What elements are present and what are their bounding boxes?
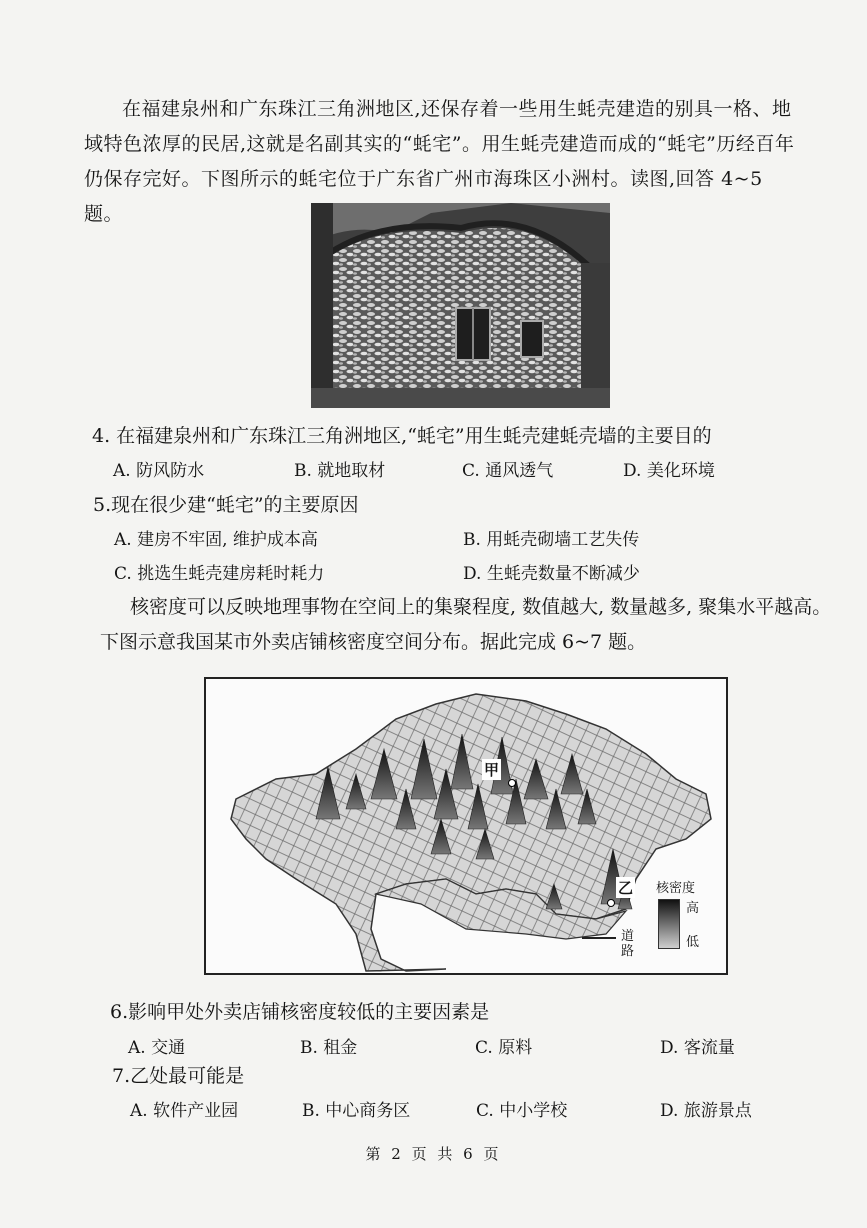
q6-option-c[interactable]: C. 原料 bbox=[475, 1038, 533, 1058]
question-6-stem: 6.影响甲处外卖店铺核密度较低的主要因素是 bbox=[110, 1001, 490, 1023]
question-5-stem: 5.现在很少建“蚝宅”的主要原因 bbox=[93, 494, 359, 516]
q5-option-b[interactable]: B. 用蚝壳砌墙工艺失传 bbox=[463, 530, 640, 550]
question-7-stem: 7.乙处最可能是 bbox=[112, 1065, 245, 1087]
legend-low-label: 低 bbox=[686, 935, 700, 950]
map-label-jia: 甲 bbox=[484, 761, 500, 779]
map-point-jia bbox=[508, 779, 516, 787]
q6-option-a[interactable]: A. 交通 bbox=[128, 1038, 186, 1058]
legend-gradient-bar bbox=[658, 899, 680, 949]
intro-passage-kernel-density-2: 下图示意我国某市外卖店铺核密度空间分布。据此完成 6~7 题。 bbox=[100, 631, 647, 653]
q7-option-d[interactable]: D. 旅游景点 bbox=[660, 1101, 752, 1121]
q5-option-c[interactable]: C. 挑选生蚝壳建房耗时耗力 bbox=[114, 564, 325, 584]
q4-option-d[interactable]: D. 美化环境 bbox=[623, 461, 715, 481]
q4-option-a[interactable]: A. 防风防水 bbox=[113, 461, 205, 481]
oyster-house-photo bbox=[311, 203, 610, 408]
legend-high-label: 高 bbox=[686, 901, 700, 916]
q4-option-c[interactable]: C. 通风透气 bbox=[462, 461, 554, 481]
map-label-yi: 乙 bbox=[618, 879, 634, 897]
legend-road-line bbox=[582, 937, 616, 939]
legend-title: 核密度 bbox=[656, 881, 696, 896]
intro-passage-oyster-house: 在福建泉州和广东珠江三角洲地区,还保存着一些用生蚝壳建造的别具一格、地域特色浓厚的民居,这就是名副其实的“蚝宅”。用生蚝壳建造而成的“蚝宅”历经百年仍保存完好。下图所示的蚝宅位于广东省广州市海珠区小洲村。读图,回答 4~5 题。 bbox=[84, 98, 795, 225]
q5-option-d[interactable]: D. 生蚝壳数量不断减少 bbox=[463, 564, 640, 584]
q7-option-c[interactable]: C. 中小学校 bbox=[476, 1101, 568, 1121]
kernel-density-surface bbox=[206, 679, 726, 973]
q7-option-a[interactable]: A. 软件产业园 bbox=[130, 1101, 239, 1121]
q6-option-d[interactable]: D. 客流量 bbox=[660, 1038, 735, 1058]
legend-road-label: 道路 bbox=[621, 929, 635, 959]
q4-option-b[interactable]: B. 就地取材 bbox=[294, 461, 386, 481]
question-4-stem: 4. 在福建泉州和广东珠江三角洲地区,“蚝宅”用生蚝壳建蚝壳墙的主要目的 bbox=[92, 425, 712, 447]
q7-option-b[interactable]: B. 中心商务区 bbox=[302, 1101, 411, 1121]
map-point-yi bbox=[607, 899, 615, 907]
q6-option-b[interactable]: B. 租金 bbox=[300, 1038, 358, 1058]
page-footer: 第 2 页 共 6 页 bbox=[365, 1145, 502, 1163]
q5-option-a[interactable]: A. 建房不牢固, 维护成本高 bbox=[114, 530, 318, 550]
intro-passage-kernel-density: 核密度可以反映地理事物在空间上的集聚程度, 数值越大, 数量越多, 聚集水平越高。 bbox=[130, 596, 832, 618]
kernel-density-map bbox=[204, 677, 728, 975]
